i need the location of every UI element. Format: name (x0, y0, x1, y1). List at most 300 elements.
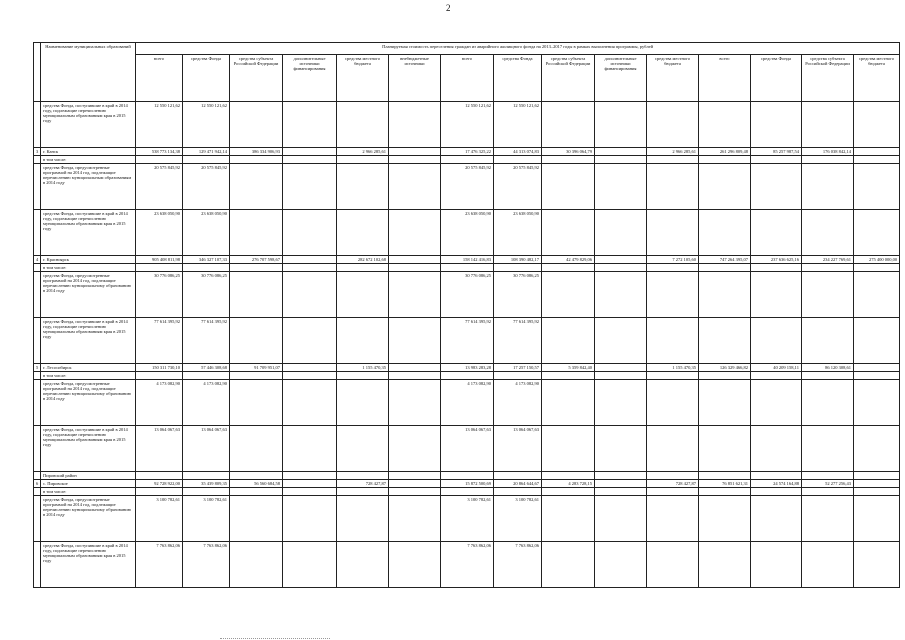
value-cell (441, 372, 494, 380)
table-row (34, 426, 900, 472)
value-cell: 12 550 121,62 (494, 102, 542, 148)
value-cell: 2 966 285,61 (337, 148, 389, 156)
value-cell: 35 439 809,35 (183, 480, 230, 488)
value-cell (542, 380, 595, 426)
value-cell (647, 264, 699, 272)
value-cell (136, 156, 183, 164)
value-cell (699, 164, 751, 210)
value-cell (230, 472, 283, 480)
header-top-span: Планируемая стоимость переселения граждан из аварийного жилищного фонда на 2013–2017 годы в рамках выполнения программы, рублей (136, 43, 900, 55)
value-cell: 234 227 769,61 (802, 256, 854, 264)
table-row (34, 256, 900, 264)
value-cell: 13 064 067,63 (183, 426, 230, 472)
header-subcolumn: всего (136, 55, 183, 102)
value-cell (802, 472, 854, 480)
value-cell (389, 272, 441, 318)
value-cell (389, 426, 441, 472)
header-subcolumn: внебюджетные источники (389, 55, 441, 102)
value-cell: 126 329 466,82 (699, 364, 751, 372)
value-cell (389, 148, 441, 156)
value-cell: 13 064 067,63 (136, 426, 183, 472)
header-subcolumn: средства субъекта Российской Федерации (542, 55, 595, 102)
value-cell (595, 542, 647, 588)
value-cell (699, 372, 751, 380)
value-cell: 12 550 121,62 (183, 102, 230, 148)
value-cell (854, 164, 900, 210)
value-cell (283, 380, 337, 426)
value-cell (337, 488, 389, 496)
table-row (34, 472, 900, 480)
value-cell (283, 264, 337, 272)
value-cell (337, 156, 389, 164)
value-cell: 728 427,87 (337, 480, 389, 488)
value-cell: 20 575 845,92 (441, 164, 494, 210)
table-row (34, 272, 900, 318)
value-cell (183, 264, 230, 272)
value-cell: 44 313 074,83 (494, 148, 542, 156)
value-cell: 23 638 050,90 (494, 210, 542, 256)
value-cell (441, 156, 494, 164)
value-cell (441, 472, 494, 480)
value-cell (595, 210, 647, 256)
value-cell (595, 496, 647, 542)
value-cell: 30 776 086,25 (494, 272, 542, 318)
value-cell (494, 264, 542, 272)
value-cell: 4 173 082,90 (183, 380, 230, 426)
table-row (34, 164, 900, 210)
value-cell: 30 396 064,79 (542, 148, 595, 156)
value-cell (183, 472, 230, 480)
value-cell (854, 380, 900, 426)
value-cell (595, 318, 647, 364)
value-cell (337, 318, 389, 364)
value-cell: 91 709 951,07 (230, 364, 283, 372)
value-cell: 7 763 862,06 (183, 542, 230, 588)
value-cell (494, 488, 542, 496)
value-cell: 20 575 845,92 (136, 164, 183, 210)
value-cell (283, 272, 337, 318)
value-cell (542, 318, 595, 364)
value-cell (854, 542, 900, 588)
table-body (34, 102, 900, 588)
row-name: средства Фонда, поступившие в край в 2014 году, подлежащие перечислению муниципальным образованиям края в 2015 году (41, 542, 136, 588)
value-cell (751, 496, 802, 542)
value-cell: 3 100 782,61 (441, 496, 494, 542)
value-cell (230, 272, 283, 318)
value-cell (283, 480, 337, 488)
row-name: средства Фонда, поступившие в край в 2014 году, подлежащие перечислению муниципальным образованиям края в 2015 году (41, 318, 136, 364)
value-cell (337, 102, 389, 148)
value-cell (389, 472, 441, 480)
value-cell (802, 318, 854, 364)
value-cell: 4 283 728,15 (542, 480, 595, 488)
value-cell (595, 472, 647, 480)
header-subcolumn: средства местного бюджета (337, 55, 389, 102)
value-cell: 13 064 067,63 (494, 426, 542, 472)
header-subcolumn: дополнительные источники финансирования (283, 55, 337, 102)
value-cell (699, 472, 751, 480)
value-cell (136, 488, 183, 496)
value-cell: 386 334 906,93 (230, 148, 283, 156)
row-index (34, 318, 41, 364)
value-cell (802, 496, 854, 542)
value-cell (136, 264, 183, 272)
row-name: средства Фонда, предусмотренные программой на 2014 год, подлежащие перечислению муниципальным образованиям в 2014 году (41, 164, 136, 210)
value-cell (283, 210, 337, 256)
value-cell (283, 156, 337, 164)
value-cell: 176 038 842,14 (802, 148, 854, 156)
value-cell: 905 408 811,98 (136, 256, 183, 264)
value-cell (751, 102, 802, 148)
scan-artifact (220, 634, 330, 639)
value-cell (802, 102, 854, 148)
value-cell (854, 210, 900, 256)
value-cell (389, 318, 441, 364)
value-cell (854, 318, 900, 364)
value-cell (751, 156, 802, 164)
value-cell (230, 156, 283, 164)
value-cell: 7 763 862,06 (441, 542, 494, 588)
value-cell (230, 372, 283, 380)
value-cell (283, 102, 337, 148)
value-cell (699, 318, 751, 364)
value-cell (647, 380, 699, 426)
row-name: в том числе: (41, 264, 136, 272)
value-cell: 7 763 862,06 (136, 542, 183, 588)
table-row (34, 156, 900, 164)
value-cell (389, 488, 441, 496)
value-cell (389, 156, 441, 164)
value-cell (542, 472, 595, 480)
table-row (34, 380, 900, 426)
value-cell: 42 479 829,06 (542, 256, 595, 264)
value-cell (542, 426, 595, 472)
value-cell (337, 426, 389, 472)
row-name: средства Фонда, предусмотренные программой на 2014 год, подлежащие перечислению муниципальному образованию в 2014 году (41, 380, 136, 426)
table-row (34, 496, 900, 542)
value-cell (699, 264, 751, 272)
value-cell (542, 164, 595, 210)
row-index (34, 488, 41, 496)
value-cell (230, 210, 283, 256)
value-cell (183, 156, 230, 164)
value-cell: 77 614 395,92 (183, 318, 230, 364)
header-subcolumn: дополнительные источники финансирования (595, 55, 647, 102)
value-cell (136, 372, 183, 380)
value-cell (542, 488, 595, 496)
value-cell (802, 210, 854, 256)
value-cell: 150 311 730,10 (136, 364, 183, 372)
value-cell (389, 102, 441, 148)
row-index (34, 542, 41, 588)
value-cell: 13 983 283,28 (441, 364, 494, 372)
value-cell: 20 575 845,92 (183, 164, 230, 210)
value-cell: 13 064 067,63 (441, 426, 494, 472)
value-cell (337, 472, 389, 480)
value-cell (802, 272, 854, 318)
table-row (34, 318, 900, 364)
value-cell (283, 426, 337, 472)
value-cell (230, 488, 283, 496)
value-cell: 1 155 470,35 (647, 364, 699, 372)
value-cell (751, 542, 802, 588)
value-cell: 30 776 086,25 (136, 272, 183, 318)
header-index-cell (34, 43, 41, 102)
value-cell (647, 156, 699, 164)
value-cell: 12 550 121,62 (136, 102, 183, 148)
value-cell (854, 148, 900, 156)
value-cell (337, 496, 389, 542)
value-cell (230, 102, 283, 148)
row-index (34, 472, 41, 480)
table-row (34, 102, 900, 148)
row-name: средства Фонда, поступившие в край в 2014 году, подлежащие перечислению муниципальным образованиям края в 2015 году (41, 426, 136, 472)
row-index (34, 164, 41, 210)
value-cell (595, 272, 647, 318)
row-index (34, 372, 41, 380)
value-cell (389, 380, 441, 426)
value-cell (542, 542, 595, 588)
value-cell (595, 164, 647, 210)
value-cell: 23 638 050,90 (441, 210, 494, 256)
value-cell (802, 542, 854, 588)
value-cell (230, 164, 283, 210)
value-cell: 12 550 121,62 (441, 102, 494, 148)
value-cell (595, 148, 647, 156)
row-index: 5 (34, 364, 41, 372)
value-cell (751, 318, 802, 364)
value-cell (337, 380, 389, 426)
value-cell (283, 164, 337, 210)
value-cell (542, 372, 595, 380)
value-cell (283, 496, 337, 542)
value-cell (854, 496, 900, 542)
value-cell (183, 372, 230, 380)
value-cell (854, 426, 900, 472)
header-subcolumn: средства субъекта Российской Федерации (802, 55, 854, 102)
value-cell (854, 272, 900, 318)
value-cell (802, 488, 854, 496)
header-subcolumn: средства местного бюджета (647, 55, 699, 102)
value-cell (854, 264, 900, 272)
table-row (34, 210, 900, 256)
value-cell (595, 380, 647, 426)
value-cell (337, 372, 389, 380)
value-cell (647, 318, 699, 364)
value-cell (595, 372, 647, 380)
value-cell (283, 542, 337, 588)
table-row (34, 148, 900, 156)
value-cell (699, 426, 751, 472)
value-cell (389, 210, 441, 256)
value-cell (542, 102, 595, 148)
value-cell (230, 264, 283, 272)
value-cell (854, 102, 900, 148)
value-cell (647, 272, 699, 318)
value-cell: 24 574 164,88 (751, 480, 802, 488)
value-cell (647, 102, 699, 148)
value-cell: 56 560 684,58 (230, 480, 283, 488)
value-cell (389, 542, 441, 588)
value-cell (230, 496, 283, 542)
table-row (34, 364, 900, 372)
value-cell (389, 256, 441, 264)
row-index (34, 210, 41, 256)
value-cell (699, 102, 751, 148)
row-name: в том числе: (41, 372, 136, 380)
value-cell: 275 400 000,00 (854, 256, 900, 264)
value-cell (283, 256, 337, 264)
value-cell (542, 264, 595, 272)
value-cell: 30 776 086,25 (441, 272, 494, 318)
value-cell: 85 257 987,54 (751, 148, 802, 156)
value-cell: 7 272 105,60 (647, 256, 699, 264)
value-cell (854, 488, 900, 496)
value-cell: 108 390 482,17 (494, 256, 542, 264)
value-cell (337, 272, 389, 318)
row-name: с. Пировское (41, 480, 136, 488)
value-cell (854, 372, 900, 380)
header-subcolumn: всего (441, 55, 494, 102)
value-cell: 92 728 922,00 (136, 480, 183, 488)
value-cell: 20 864 644,67 (494, 480, 542, 488)
value-cell: 538 773 134,38 (136, 148, 183, 156)
table-row (34, 372, 900, 380)
value-cell (802, 426, 854, 472)
value-cell: 20 575 845,92 (494, 164, 542, 210)
value-cell: 2 966 285,61 (647, 148, 699, 156)
header-subcolumn: средства субъекта Российской Федерации (230, 55, 283, 102)
value-cell (441, 264, 494, 272)
value-cell (542, 210, 595, 256)
value-cell (751, 164, 802, 210)
value-cell: 4 173 082,90 (136, 380, 183, 426)
value-cell: 77 614 395,92 (441, 318, 494, 364)
value-cell (802, 380, 854, 426)
value-cell (542, 496, 595, 542)
value-cell: 23 638 050,90 (183, 210, 230, 256)
value-cell (595, 102, 647, 148)
value-cell: 5 359 842,40 (542, 364, 595, 372)
header-subcolumn: средства Фонда (494, 55, 542, 102)
value-cell (751, 488, 802, 496)
value-cell: 15 872 500,69 (441, 480, 494, 488)
value-cell (389, 372, 441, 380)
value-cell: 346 327 107,33 (183, 256, 230, 264)
table-row (34, 488, 900, 496)
row-index (34, 272, 41, 318)
value-cell (647, 472, 699, 480)
value-cell (647, 488, 699, 496)
header-subcolumn: всего (699, 55, 751, 102)
value-cell (647, 542, 699, 588)
value-cell (751, 210, 802, 256)
value-cell (647, 496, 699, 542)
value-cell: 23 638 050,90 (136, 210, 183, 256)
value-cell: 57 446 308,68 (183, 364, 230, 372)
value-cell (337, 542, 389, 588)
value-cell: 77 614 395,92 (136, 318, 183, 364)
value-cell (494, 156, 542, 164)
row-index: 3 (34, 148, 41, 156)
value-cell (699, 380, 751, 426)
value-cell (595, 156, 647, 164)
table-row (34, 542, 900, 588)
value-cell (230, 426, 283, 472)
value-cell: 158 142 416,83 (441, 256, 494, 264)
value-cell: 129 471 942,14 (183, 148, 230, 156)
value-cell (699, 542, 751, 588)
value-cell (751, 264, 802, 272)
value-cell (494, 372, 542, 380)
value-cell (699, 488, 751, 496)
value-cell (595, 488, 647, 496)
value-cell (389, 364, 441, 372)
row-name: средства Фонда, поступившие в край в 2014 году, подлежащие перечислению муниципальным образованиям края в 2015 году (41, 210, 136, 256)
row-name: средства Фонда, предусмотренные программой на 2014 год, подлежащие перечислению муниципальному образованию в 2014 году (41, 272, 136, 318)
header-subcolumn: средства местного бюджета (854, 55, 900, 102)
row-name: г. Лесосибирск (41, 364, 136, 372)
value-cell (751, 380, 802, 426)
header-subcolumn: средства Фонда (183, 55, 230, 102)
value-cell (647, 426, 699, 472)
value-cell (494, 472, 542, 480)
value-cell (283, 148, 337, 156)
value-cell (283, 364, 337, 372)
value-cell (699, 156, 751, 164)
value-cell: 3 100 782,61 (183, 496, 230, 542)
row-name: г. Канск (41, 148, 136, 156)
value-cell (230, 318, 283, 364)
value-cell (699, 210, 751, 256)
value-cell: 237 636 625,16 (751, 256, 802, 264)
row-index (34, 380, 41, 426)
value-cell (802, 164, 854, 210)
value-cell (647, 372, 699, 380)
value-cell (595, 480, 647, 488)
value-cell (337, 164, 389, 210)
table-row (34, 480, 900, 488)
value-cell (595, 256, 647, 264)
value-cell: 747 264 395,07 (699, 256, 751, 264)
value-cell (283, 372, 337, 380)
value-cell (183, 488, 230, 496)
header-subcolumn: средства Фонда (751, 55, 802, 102)
financing-table (33, 42, 900, 588)
value-cell: 261 296 809,48 (699, 148, 751, 156)
value-cell (337, 264, 389, 272)
value-cell: 4 173 082,90 (441, 380, 494, 426)
value-cell: 4 173 082,90 (494, 380, 542, 426)
value-cell: 3 100 782,61 (136, 496, 183, 542)
row-index (34, 496, 41, 542)
value-cell: 728 427,87 (647, 480, 699, 488)
row-index (34, 156, 41, 164)
row-name: г. Красноярск (41, 256, 136, 264)
value-cell: 1 155 470,35 (337, 364, 389, 372)
row-index: 6 (34, 480, 41, 488)
value-cell (751, 372, 802, 380)
value-cell (854, 480, 900, 488)
value-cell (595, 364, 647, 372)
value-cell (699, 272, 751, 318)
value-cell: 52 277 256,43 (802, 480, 854, 488)
value-cell: 76 851 621,31 (699, 480, 751, 488)
row-name: Пировский район (41, 472, 136, 480)
value-cell (441, 488, 494, 496)
header-subcolumns-row (34, 55, 900, 102)
row-name: средства Фонда, предусмотренные программой на 2014 год, подлежащие перечислению муниципальному образованию в 2014 году (41, 496, 136, 542)
